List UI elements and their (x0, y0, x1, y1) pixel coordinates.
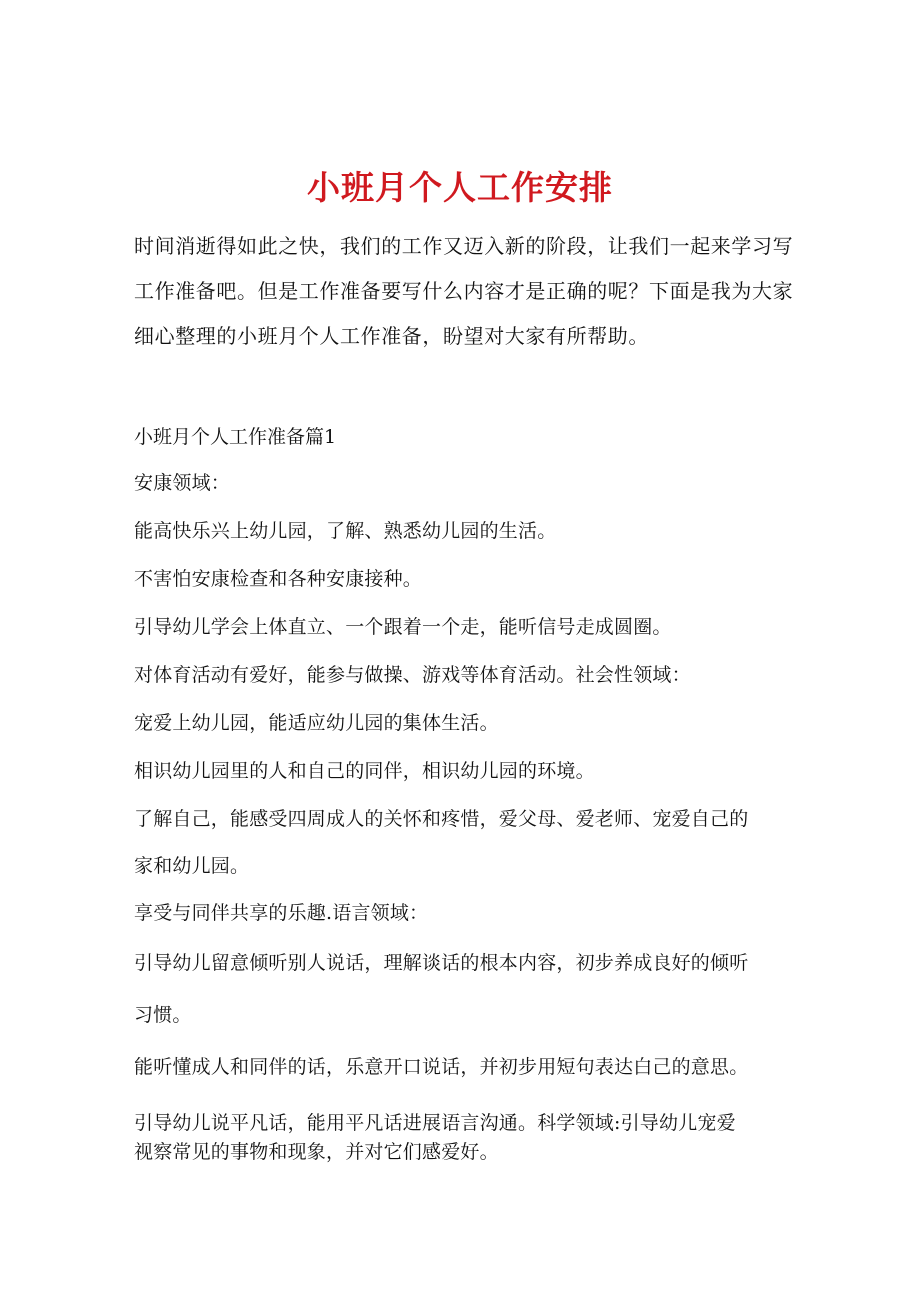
body-line: 视察常见的事物和现象，并对它们感爱好。 (134, 1141, 499, 1163)
body-line: 家和幼儿园。 (134, 855, 250, 877)
body-line: 对体育活动有爱好，能参与做操、游戏等体育活动。社会性领域： (134, 664, 691, 686)
intro-line: 工作准备吧。但是工作准备要写什么内容才是正确的呢？下面是我为大家 (134, 279, 794, 303)
intro-line: 细心整理的小班月个人工作准备，盼望对大家有所帮助。 (134, 324, 649, 348)
body-line: 宠爱上幼儿园，能适应幼儿园的集体生活。 (134, 712, 499, 734)
document-title: 小班月个人工作安排 (307, 168, 613, 208)
body-line: 安康领域： (134, 472, 231, 494)
body-line: 相识幼儿园里的人和自己的同伴，相识幼儿园的环境。 (134, 760, 595, 782)
body-text (134, 468, 794, 1167)
body-line: 引导幼儿留意倾听别人说话，理解谈话的根本内容，初步养成良好的倾听 (134, 952, 749, 974)
section-heading: 小班月个人工作准备篇1 (134, 426, 337, 448)
body-line: 引导幼儿学会上体直立、一个跟着一个走，能听信号走成圆圈。 (134, 616, 672, 638)
body-line: 享受与同伴共享的乐趣.语言领域： (134, 902, 429, 924)
body-line: 能高快乐兴上幼儿园，了解、熟悉幼儿园的生活。 (134, 520, 557, 542)
body-line: 能听懂成人和同伴的话，乐意开口说话，并初步用短句表达白己的意思。 (134, 1056, 749, 1078)
intro-paragraph (134, 224, 794, 359)
body-line: 引导幼儿说平凡话，能用平凡话进展语言沟通。科学领域:引导幼儿宠爱 (134, 1112, 736, 1134)
body-line: 习惯。 (134, 1004, 192, 1026)
body-line: 不害怕安康检查和各种安康接种。 (134, 568, 423, 590)
intro-line: 时间消逝得如此之快，我们的工作又迈入新的阶段，让我们一起来学习写 (134, 234, 794, 258)
body-line: 了解自己，能感受四周成人的关怀和疼惜，爱父母、爱老师、宠爱自己的 (134, 808, 749, 830)
